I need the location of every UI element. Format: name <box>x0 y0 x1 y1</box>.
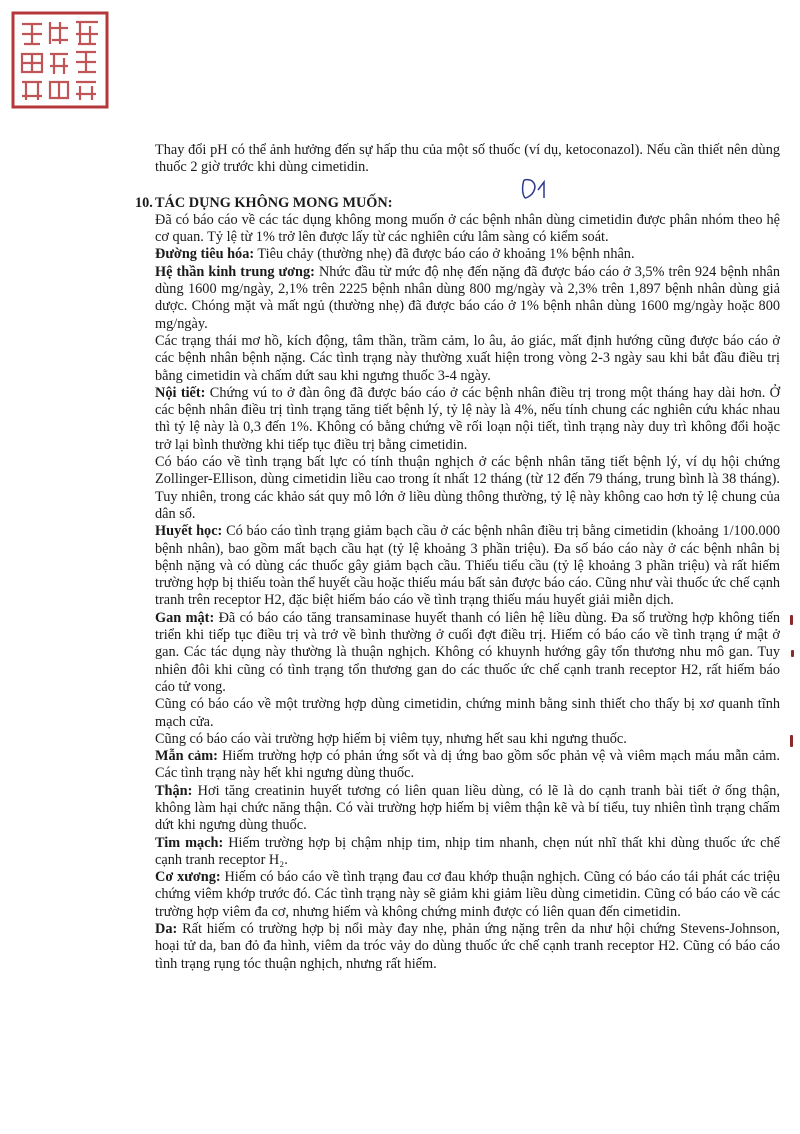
paragraph <box>155 610 780 696</box>
paragraph-text: Có báo cáo về tình trạng bất lực có tính thuận nghịch ở các bệnh nhân tăng tiết bệnh lý, ví dụ hội chứng Zollinger-Ellison, dùng cimetidin liều cao trong ít nhất 12 tháng (từ 12 đến 79 tháng, trung bình là 38 tháng). Tuy nhiên, trong các khảo sát quy mô lớn ở liều dùng thông thường, tỷ lệ này không cao hơn tỷ lệ chung của dân số. <box>155 454 780 522</box>
section-content <box>155 212 780 973</box>
paragraph-text: Chứng vú to ở đàn ông đã được báo cáo ở các bệnh nhân điều trị trong một tháng hay dài hơn. Ở các bệnh nhân điều trị tình trạng tăng tiết bệnh lý, tỷ lệ này là 4%, nếu tính chung các nghiên cứu khác nhau thì tỷ lệ này là 0,3 đến 1%. Không có bằng chứng về rối loạn nội tiết, tình trạng này duy trì không đổi hoặc trở lại bình thường khi tiếp tục điều trị bằng cimetidin. <box>155 384 780 453</box>
document-body <box>135 142 781 973</box>
paragraph-label: Thận: <box>155 782 193 799</box>
paragraph <box>155 523 780 609</box>
intro-paragraph: Thay đổi pH có thể ảnh hưởng đến sự hấp thu của một số thuốc (ví dụ, ketoconazol). Nếu cần thiết nên dùng thuốc 2 giờ trước khi dùng cimetidin. <box>155 142 780 176</box>
section-heading <box>135 195 780 212</box>
paragraph-text: Hiếm trường hợp bị chậm nhịp tim, nhịp tim nhanh, chẹn nút nhĩ thất khi dùng thuốc ức chế cạnh tranh receptor H₂. <box>155 834 780 868</box>
edge-mark <box>791 650 794 657</box>
paragraph-text: Đã có báo cáo tăng transaminase huyết thanh có liên hệ liều dùng. Đa số trường hợp không tiến triển khi tiếp tục điều trị và trở về bình thường ở cuối đợt điều trị. Hiếm có báo cáo về tình trạng ứ mật ở gan. Các tác dụng này thường là thuận nghịch. Không có khuynh hướng gây tổn thương nhu mô gan. Tuy nhiên đôi khi cũng có tình trạng tổn thương gan do các thuốc ức chế cạnh tranh receptor H2, rất hiếm báo cáo tử vong. <box>155 609 781 695</box>
paragraph-text: Có báo cáo tình trạng giảm bạch cầu ở các bệnh nhân điều trị bằng cimetidin (khoảng 1/100.000 bệnh nhân), bao gồm mất bạch cầu hạt (tỷ lệ khoảng 3 phần triệu). Đa số báo cáo này ở các bệnh nhân bị bệnh nặng và có dùng các thuốc gây giảm bạch cầu. Thiếu tiểu cầu (tỷ lệ khoảng 3 phần triệu) và rất hiếm trường hợp bị thiếu toàn thể huyết cầu hoặc thiếu máu bất sản được báo cáo. Cũng như vài thuốc ức chế cạnh tranh trên receptor H2, đặc biệt hiếm báo cáo về tình trạng thiếu máu huyết giải miễn dịch. <box>155 523 781 609</box>
section-title: TÁC DỤNG KHÔNG MONG MUỐN: <box>155 194 393 211</box>
paragraph <box>155 264 780 333</box>
paragraph-label: Huyết học: <box>155 523 223 540</box>
paragraph-label: Cơ xương: <box>155 869 221 886</box>
paragraph <box>155 246 780 263</box>
paragraph-text: Hơi tăng creatinin huyết tương có liên quan liều dùng, có lẽ là do cạnh tranh bài tiết ở ống thận, không làm hại chức năng thận. Có vài trường hợp hiếm bị viêm thận kẽ và bí tiểu, tuy nhiên tình trạng chấm dứt khi ngưng dùng thuốc. <box>155 782 780 834</box>
paragraph <box>155 731 780 748</box>
paragraph-text: Nhức đầu từ mức độ nhẹ đến nặng đã được báo cáo ở 3,5% trên 924 bệnh nhân dùng 1600 mg/ngày, 2,1% trên 2225 bệnh nhân dùng 800 mg/ngày và 2,3% trên 1,897 bệnh nhân dùng giả dược. Chóng mặt và mất ngủ (thường nhẹ) đã được báo cáo ở 1% bệnh nhân dùng 1600 mg/ngày hoặc 800 mg/ngày. <box>155 263 780 332</box>
paragraph-text: Đã có báo cáo về các tác dụng không mong muốn ở các bệnh nhân dùng cimetidin được phân nhóm theo hệ cơ quan. Tỷ lệ từ 1% trở lên được lấy từ các nghiên cứu lâm sàng có kiểm soát. <box>155 211 780 246</box>
paragraph <box>155 748 780 783</box>
paragraph <box>155 783 780 835</box>
paragraph <box>155 696 780 731</box>
paragraph-text: Tiêu chảy (thường nhẹ) đã được báo cáo ở khoảng 1% bệnh nhân. <box>254 246 635 263</box>
seal-stamp <box>10 10 110 110</box>
paragraph <box>155 921 780 973</box>
edge-mark <box>790 615 793 625</box>
paragraph-text: Cũng có báo cáo về một trường hợp dùng cimetidin, chứng minh bằng sinh thiết cho thấy bị xơ quanh tĩnh mạch cửa. <box>155 696 780 730</box>
paragraph <box>155 835 780 870</box>
paragraph-text: Các trạng thái mơ hồ, kích động, tâm thần, trầm cảm, lo âu, ảo giác, mất định hướng cũng được báo cáo ở các bệnh nhân bệnh nặng. Các tình trạng này thường xuất hiện trong vòng 2-3 ngày sau khi bắt đầu điều trị bằng cimetidin và chấm dứt sau khi ngưng thuốc 3-4 ngày. <box>155 332 780 384</box>
paragraph-label: Đường tiêu hóa: <box>155 246 255 263</box>
paragraph-text: Hiếm có báo cáo về tình trạng đau cơ đau khớp thuận nghịch. Cũng có báo cáo tái phát các triệu chứng viêm khớp trước đó. Các tình trạng này sẽ giảm khi giảm liều dùng cimetidin. Cũng có báo cáo về các trường hợp viêm đa cơ, nhưng hiếm và không chứng minh được có liên quan đến cimetidin. <box>155 869 780 920</box>
edge-mark <box>790 735 793 747</box>
paragraph-label: Nội tiết: <box>155 384 206 401</box>
paragraph-label: Da: <box>155 921 178 938</box>
paragraph <box>155 385 780 454</box>
paragraph-text: Hiếm trường hợp có phản ứng sốt và dị ứng bao gồm sốc phản vệ và viêm mạch máu mẫn cảm. Các tình trạng này hết khi ngưng dùng thuốc. <box>155 748 780 782</box>
paragraph-label: Gan mật: <box>155 609 215 626</box>
paragraph <box>155 869 780 921</box>
paragraph-label: Tim mạch: <box>155 834 224 851</box>
section-number: 10. <box>135 194 153 211</box>
paragraph <box>155 333 780 385</box>
paragraph <box>155 212 780 247</box>
paragraph-label: Hệ thần kinh trung ương: <box>155 263 315 280</box>
paragraph-text: Cũng có báo cáo vài trường hợp hiếm bị viêm tụy, nhưng hết sau khi ngưng thuốc. <box>155 730 627 747</box>
paragraph-label: Mẫn cảm: <box>155 748 218 765</box>
paragraph-text: Rất hiếm có trường hợp bị nổi mày đay nhẹ, phản ứng nặng trên da như hội chứng Stevens-Johnson, hoại tử da, ban đỏ đa hình, viêm da tróc vảy do dùng thuốc ức chế cạnh tranh receptor H2. Cũng có báo cáo tình trạng rụng tóc thuận nghịch, nhưng rất hiếm. <box>155 921 780 972</box>
paragraph <box>155 454 780 523</box>
